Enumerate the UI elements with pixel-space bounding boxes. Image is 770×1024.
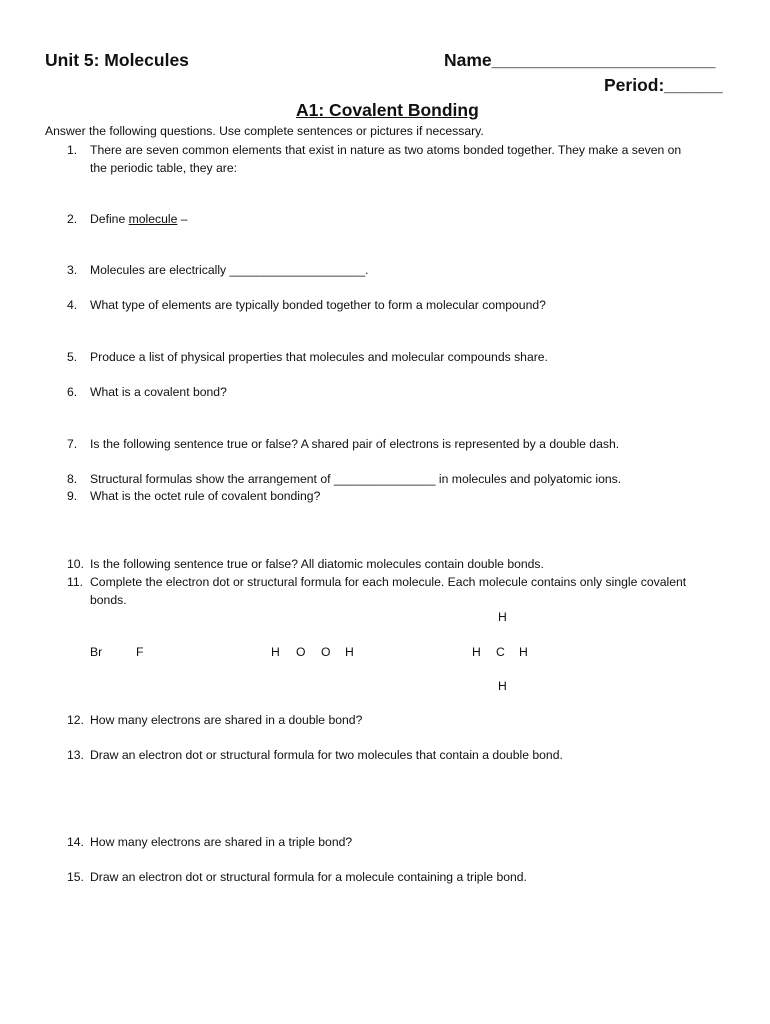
question-number: 15. (67, 870, 84, 884)
question-1-line-1: There are seven common elements that exist in nature as two atoms bonded together. They make a seven on (90, 143, 682, 157)
atom-h-right: H (519, 645, 528, 659)
atom-h: H (271, 645, 280, 659)
question-1-line-2: the periodic table, they are: (90, 161, 238, 175)
question-number: 7. (67, 437, 78, 451)
unit-heading: Unit 5: Molecules (45, 50, 189, 70)
instructions: Answer the following questions. Use complete sentences or pictures if necessary. (45, 124, 484, 138)
question-10: Is the following sentence true or false? All diatomic molecules contain double bonds. (90, 557, 544, 571)
question-number: 10. (67, 557, 84, 571)
atom-h-top: H (498, 610, 507, 624)
atom-c: C (496, 645, 505, 659)
question-number: 3. (67, 263, 78, 277)
question-11-line-2: bonds. (90, 593, 127, 607)
question-12: How many electrons are shared in a double bond? (90, 713, 363, 727)
atom-br: Br (90, 645, 103, 659)
atom-o: O (321, 645, 331, 659)
question-number: 5. (67, 350, 78, 364)
question-number: 14. (67, 835, 84, 849)
atom-o: O (296, 645, 306, 659)
question-11-line-1: Complete the electron dot or structural formula for each molecule. Each molecule contains only single covalent (90, 575, 687, 589)
atom-h-left: H (472, 645, 481, 659)
period-field[interactable]: Period:______ (604, 75, 723, 95)
question-2-post: – (177, 212, 188, 226)
question-number: 12. (67, 713, 84, 727)
atom-f: F (136, 645, 144, 659)
question-2-term: molecule (128, 212, 178, 226)
question-number: 13. (67, 748, 84, 762)
question-3: Molecules are electrically ____________________. (90, 263, 369, 277)
question-9: What is the octet rule of covalent bonding? (90, 489, 321, 503)
question-13: Draw an electron dot or structural formula for two molecules that contain a double bond. (90, 748, 563, 762)
page-title: A1: Covalent Bonding (296, 100, 479, 120)
question-number: 2. (67, 212, 78, 226)
name-field[interactable]: Name_______________________ (444, 50, 716, 70)
question-6: What is a covalent bond? (90, 385, 227, 399)
atom-h-bottom: H (498, 679, 507, 693)
question-number: 6. (67, 385, 78, 399)
question-number: 9. (67, 489, 78, 503)
atom-h: H (345, 645, 354, 659)
question-number: 1. (67, 143, 78, 157)
question-number: 8. (67, 472, 78, 486)
question-15: Draw an electron dot or structural formula for a molecule containing a triple bond. (90, 870, 527, 884)
question-5: Produce a list of physical properties that molecules and molecular compounds share. (90, 350, 548, 364)
question-2-pre: Define (90, 212, 129, 226)
question-14: How many electrons are shared in a triple bond? (90, 835, 353, 849)
question-4: What type of elements are typically bonded together to form a molecular compound? (90, 298, 546, 312)
question-number: 11. (67, 575, 84, 589)
question-7: Is the following sentence true or false? A shared pair of electrons is represented by a double dash. (90, 437, 620, 451)
question-8: Structural formulas show the arrangement of _______________ in molecules and polyatomic ions. (90, 472, 622, 486)
question-number: 4. (67, 298, 78, 312)
question-2 (90, 212, 188, 226)
